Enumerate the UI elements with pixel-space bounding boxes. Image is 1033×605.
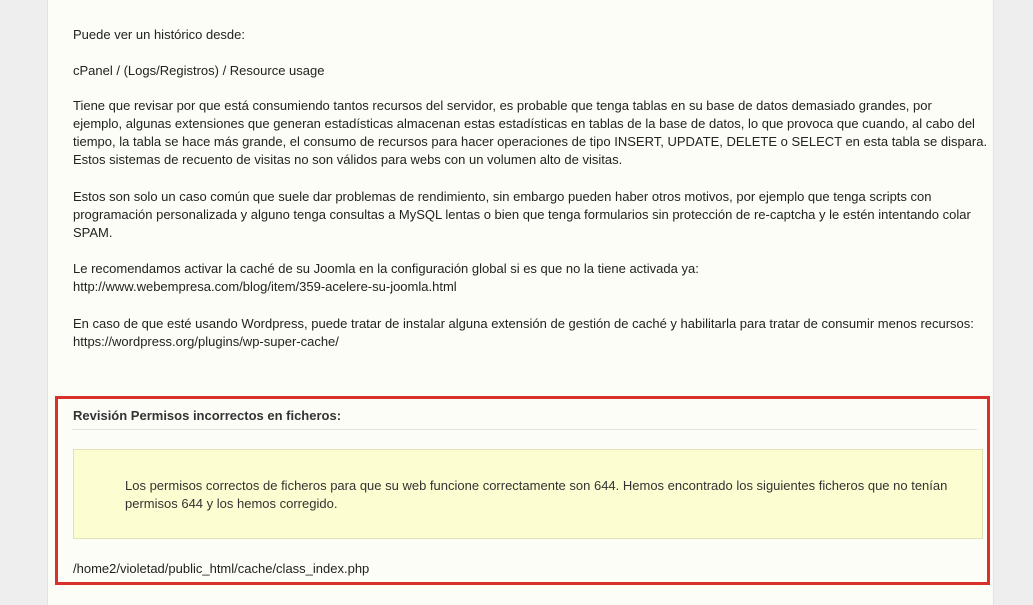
wordpress-recommendation: En caso de que esté usando Wordpress, puede tratar de instalar alguna extensión de gestión de caché y habilitarla para tratar de consumir menos recursos: xyxy=(73,316,974,331)
common-line-2: programación personalizada y alguno tenga consultas a MySQL lentas o bien que tenga formularios sin protección de re-captcha y le estén intentando colar xyxy=(73,207,971,222)
notice-line-1: Los permisos correctos de ficheros para que su web funcione correctamente son 644. Hemos encontrado los siguientes ficheros que no tenían xyxy=(125,478,948,493)
permissions-section xyxy=(55,396,990,585)
common-line-1: Estos son solo un caso común que suele dar problemas de rendimiento, sin embargo pueden haber otros motivos, por ejemplo que tenga scripts con xyxy=(73,189,932,204)
review-line-3: tiempo, la tabla se hace más grande, el consumo de recursos para hacer operaciones de tipo INSERT, UPDATE, DELETE o SELECT en esta tabla se dispara. xyxy=(73,134,988,149)
common-line-3: SPAM. xyxy=(73,225,113,240)
history-heading: Puede ver un histórico desde: xyxy=(73,27,245,42)
notice-line-2: permisos 644 y los hemos corregido. xyxy=(125,496,338,511)
history-path: cPanel / (Logs/Registros) / Resource usage xyxy=(73,63,325,78)
joomla-link[interactable]: http://www.webempresa.com/blog/item/359-acelere-su-joomla.html xyxy=(73,279,457,294)
permissions-notice xyxy=(73,449,983,539)
permissions-section-title: Revisión Permisos incorrectos en ficheros: xyxy=(73,408,342,423)
permissions-notice-text xyxy=(125,477,955,513)
wordpress-link[interactable]: https://wordpress.org/plugins/wp-super-cache/ xyxy=(73,334,339,349)
review-line-2: ejemplo, algunas extensiones que generan estadísticas almacenan estas estadísticas en tablas de la base de datos, lo que provoca que cuando, al cabo del xyxy=(73,116,975,131)
corrected-file-path: /home2/violetad/public_html/cache/class_index.php xyxy=(73,561,370,576)
section-divider xyxy=(72,429,977,430)
joomla-recommendation: Le recomendamos activar la caché de su Joomla en la configuración global si es que no la tiene activada ya: xyxy=(73,261,699,276)
review-line-4: Estos sistemas de recuento de visitas no son válidos para webs con un volumen alto de visitas. xyxy=(73,152,623,167)
review-line-1: Tiene que revisar por que está consumiendo tantos recursos del servidor, es probable que tenga tablas en su base de datos demasiado grandes, por xyxy=(73,98,932,113)
